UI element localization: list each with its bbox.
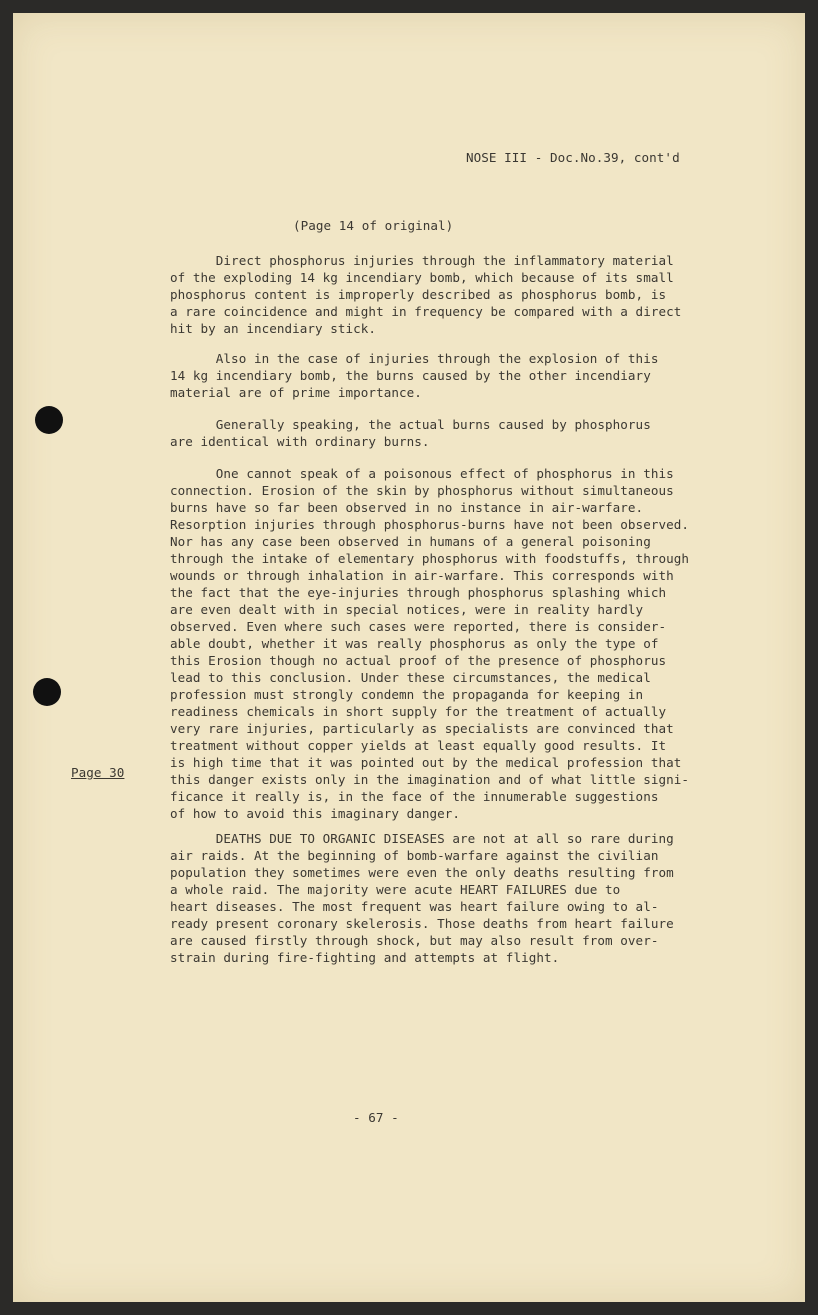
- text-line: of the exploding 14 kg incendiary bomb, which because of its small: [170, 270, 674, 285]
- punch-hole-bottom: [33, 678, 61, 706]
- paragraph-1: [170, 252, 740, 337]
- paragraph-4: [170, 465, 740, 822]
- text-line: are identical with ordinary burns.: [170, 434, 430, 449]
- text-line: lead to this conclusion. Under these circumstances, the medical: [170, 670, 651, 685]
- text-line: is high time that it was pointed out by the medical profession that: [170, 755, 682, 770]
- text-line: Nor has any case been observed in humans of a general poisoning: [170, 534, 651, 549]
- text-line: a rare coincidence and might in frequency be compared with a direct: [170, 304, 682, 319]
- paragraph-3: [170, 416, 740, 450]
- text-line: hit by an incendiary stick.: [170, 321, 377, 336]
- text-line: able doubt, whether it was really phosphorus as only the type of: [170, 636, 659, 651]
- text-line: this Erosion though no actual proof of the presence of phosphorus: [170, 653, 667, 668]
- text-line: connection. Erosion of the skin by phosphorus without simultaneous: [170, 483, 674, 498]
- text-line: the fact that the eye-injuries through phosphorus splashing which: [170, 585, 667, 600]
- text-line: are even dealt with in special notices, were in reality hardly: [170, 602, 644, 617]
- text-line: population they sometimes were even the only deaths resulting from: [170, 865, 674, 880]
- original-page-reference: (Page 14 of original): [293, 218, 454, 233]
- text-line: through the intake of elementary phosphorus with foodstuffs, through: [170, 551, 689, 566]
- text-line: wounds or through inhalation in air-warfare. This corresponds with: [170, 568, 674, 583]
- paragraph-2: [170, 350, 740, 401]
- text-line: are caused firstly through shock, but may also result from over-: [170, 933, 659, 948]
- text-line: material are of prime importance.: [170, 385, 422, 400]
- text-line: very rare injuries, particularly as specialists are convinced that: [170, 721, 674, 736]
- text-line: ready present coronary skelerosis. Those deaths from heart failure: [170, 916, 674, 931]
- text-line: phosphorus content is improperly described as phosphorus bomb, is: [170, 287, 667, 302]
- text-line: Resorption injuries through phosphorus-burns have not been observed.: [170, 517, 689, 532]
- text-line: of how to avoid this imaginary danger.: [170, 806, 461, 821]
- paragraph-5: [170, 830, 740, 966]
- text-line: a whole raid. The majority were acute HEART FAILURES due to: [170, 882, 621, 897]
- page-number: - 67 -: [353, 1110, 399, 1125]
- text-line: Also in the case of injuries through the explosion of this: [170, 351, 659, 366]
- text-line: readiness chemicals in short supply for the treatment of actually: [170, 704, 667, 719]
- text-line: 14 kg incendiary bomb, the burns caused by the other incendiary: [170, 368, 651, 383]
- text-line: Generally speaking, the actual burns caused by phosphorus: [170, 417, 651, 432]
- punch-hole-top: [35, 406, 63, 434]
- text-line: observed. Even where such cases were reported, there is consider-: [170, 619, 667, 634]
- text-line: this danger exists only in the imagination and of what little signi-: [170, 772, 689, 787]
- document-page: [13, 13, 805, 1302]
- text-line: DEATHS DUE TO ORGANIC DISEASES are not at all so rare during: [170, 831, 674, 846]
- text-line: treatment without copper yields at least equally good results. It: [170, 738, 667, 753]
- margin-page-note: Page 30: [71, 765, 125, 780]
- text-line: heart diseases. The most frequent was heart failure owing to al-: [170, 899, 659, 914]
- text-line: burns have so far been observed in no instance in air-warfare.: [170, 500, 644, 515]
- text-line: One cannot speak of a poisonous effect of phosphorus in this: [170, 466, 674, 481]
- text-line: strain during fire-fighting and attempts at flight.: [170, 950, 560, 965]
- document-header: NOSE III - Doc.No.39, cont'd: [466, 150, 680, 165]
- text-line: profession must strongly condemn the propaganda for keeping in: [170, 687, 644, 702]
- text-line: ficance it really is, in the face of the innumerable suggestions: [170, 789, 659, 804]
- text-line: Direct phosphorus injuries through the inflammatory material: [170, 253, 674, 268]
- text-line: air raids. At the beginning of bomb-warfare against the civilian: [170, 848, 659, 863]
